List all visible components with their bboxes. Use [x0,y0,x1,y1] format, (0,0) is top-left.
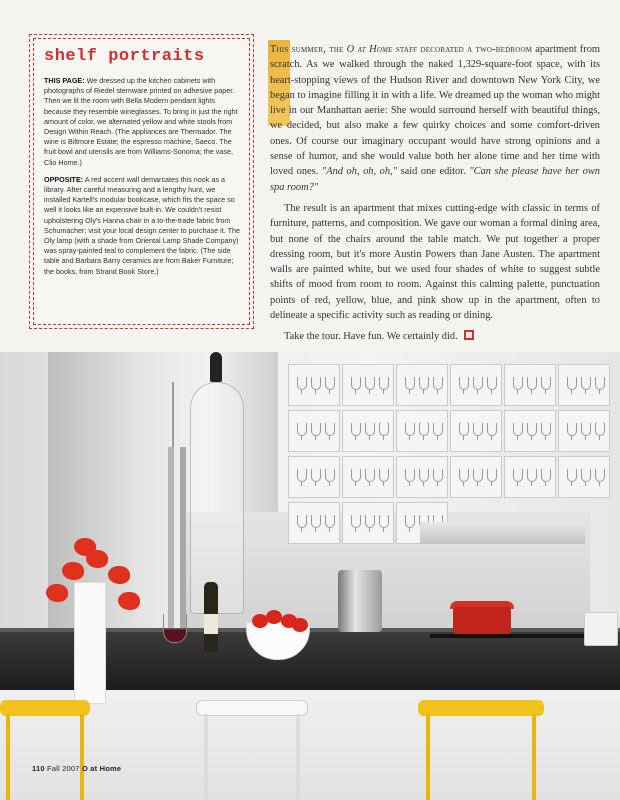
wineglass-print [459,469,469,482]
wineglass-print [297,515,307,528]
white-vase [74,582,106,704]
wineglass-print [487,469,497,482]
pendant-light [190,382,244,614]
wineglass-print [405,423,415,436]
cabinet-panel [558,364,610,406]
red-poppy [118,592,140,610]
article-paragraph-2: The result is an apartment that mixes cutting-edge with classic in terms of furniture, patterns, and composition. We gave our woman a formal dining area, but none of the chairs around the table match. We put together a proper dressing room, but it's more Austin Powers than Jane Austen. The apartment walls are painted white, but we used four shades of white to suggest subtle shifts of mood from room to room. Against this calming palette, punctuation points of red, yellow, blue, and pink show up in the apartment, often to delineate a specific activity such as reading or dining. [270,202,600,322]
wineglass-print [297,469,307,482]
cabinet-panel [288,364,340,406]
cabinet-panel [342,364,394,406]
stool-seat [418,700,544,716]
wineglass-print [325,423,335,436]
sidebar-label-this-page: THIS PAGE: [44,76,85,85]
wineglass-print [595,469,605,482]
wineglass-print [379,469,389,482]
wineglass-print [487,423,497,436]
utensil-crock [584,612,618,646]
range-hood [420,522,585,544]
lead-text-rest: staff decorated a two-bedroom [392,44,533,55]
wineglass-print [325,469,335,482]
yellow-stool [418,700,544,800]
wineglass-print [433,469,443,482]
cabinet-panel [504,410,556,452]
stool-leg [296,714,300,800]
wineglass-print [379,423,389,436]
cabinet-panel [342,456,394,498]
wineglass-print [459,377,469,390]
wineglass-print [297,423,307,436]
wine-label [204,614,218,634]
espresso-machine [338,570,382,632]
red-poppy [62,562,84,580]
wineglass-print [379,377,389,390]
wineglass-print [541,423,551,436]
yellow-stool [0,700,90,800]
red-poppy [108,566,130,584]
cabinet-panel [396,456,448,498]
lead-magazine-name: O at Home [346,44,393,55]
cabinet-panel [288,502,340,544]
wineglass-print [419,377,429,390]
wineglass-print [541,469,551,482]
magazine-name: O at Home [81,764,122,773]
article-paragraph-1 [270,42,600,195]
wineglass-print [297,377,307,390]
wineglass-print [513,469,523,482]
wineglass-print [405,469,415,482]
red-poppy [46,584,68,602]
wineglass-print [433,423,443,436]
cabinet-panel [396,410,448,452]
wineglass-print [473,423,483,436]
wineglass-print [513,377,523,390]
wineglass-print [379,515,389,528]
stool-leg [6,714,10,800]
wineglass-print [473,469,483,482]
stool-seat [0,700,90,716]
wineglass-print [351,515,361,528]
cooktop [430,634,585,638]
wineglass-print [311,469,321,482]
wine-glass [163,614,187,643]
paragraph-3-text: Take the tour. Have fun. We certainly did. [284,331,458,343]
stool-leg [426,714,430,800]
wineglass-print [419,423,429,436]
wineglass-print [351,423,361,436]
wineglass-print [311,515,321,528]
stool-leg [532,714,536,800]
cabinet-panel [450,364,502,406]
pendant-rod-1 [168,447,174,637]
cabinet-panel [558,410,610,452]
wineglass-print [365,469,375,482]
wineglass-print [325,377,335,390]
editor-quote-1: "And oh, oh, oh," [321,166,398,178]
wineglass-print [433,377,443,390]
wineglass-print [581,377,591,390]
white-stool [196,700,308,800]
issue-date: Fall 2007 [44,764,82,773]
wineglass-print [541,377,551,390]
kitchen-photo [0,352,620,800]
end-mark-icon [464,330,474,340]
article-lead-in [270,44,532,55]
cabinet-panel [342,502,394,544]
wineglass-print [567,469,577,482]
wineglass-print [487,377,497,390]
wineglass-print [405,515,415,528]
paragraph-1-mid: said one editor. [397,166,470,178]
wineglass-print [325,515,335,528]
wineglass-print [527,377,537,390]
wineglass-print [527,423,537,436]
pendant-cap [210,352,222,382]
lead-text: This summer, the [270,44,347,55]
sidebar-paragraph-opposite [44,175,241,277]
page-number: 110 [32,764,45,773]
paragraph-1-text: apartment from scratch. As we walked through the naked 1,329-square-foot space, with its heart-stopping views of the Hudson River and downtown New York City, we began to imagine filling it in with a life. We dreamed up the woman who might live in our Manhattan aerie: She would surround herself with beautiful things, we decided, but also make a few quirky choices and some comfort-driven ones. Of course our imaginary occupant would have strong opinions and a sense of humor, and she would value both her alone time and her time with loved ones. [270,44,601,178]
cabinet-panel [288,410,340,452]
sidebar-label-opposite: OPPOSITE: [44,174,84,184]
stool-leg [204,714,208,800]
cabinet-panel [504,364,556,406]
wineglass-print [351,469,361,482]
wineglass-print [527,469,537,482]
page-folio [32,764,121,773]
wineglass-print [311,423,321,436]
stool-leg [80,714,84,800]
cabinet-panel [450,456,502,498]
wineglass-print [365,423,375,436]
editor-quote-2: "Can she please have her own spa room?" [270,166,600,193]
article-paragraph-3 [270,329,600,344]
wineglass-print [365,515,375,528]
wineglass-print [567,423,577,436]
wineglass-print [595,423,605,436]
wineglass-print [419,469,429,482]
wineglass-print [595,377,605,390]
wineglass-print [459,423,469,436]
wineglass-print [513,423,523,436]
wineglass-print [581,469,591,482]
wineglass-print [581,423,591,436]
wineglass-print [351,377,361,390]
wineglass-print [473,377,483,390]
wineglass-print [311,377,321,390]
stool-seat [196,700,308,716]
cabinet-panel [504,456,556,498]
cabinet-panel [396,364,448,406]
sidebar-text-opposite: A red accent wall demarcates this nook as a library. After careful measuring and a lengthy hunt, we installed Kartell's modular bookcase, which fits the space so well it looks like an expensive built-in. We couldn't resist upholstering Oly's Hanna chair in a to-the-trade fabric from Schumacher; visit your local design center to purchase it. The Oly lamp (with a shade from Oriental Lamp Shade Company) was spray-painted teal to complement the fabric. (The side table and Barbara Barry ceramics are from Baker Furniture; the books, from Strand Book Store.) [44,174,241,276]
wineglass-print [567,377,577,390]
sidebar-title: shelf portraits [44,47,205,66]
red-poppy [74,538,96,556]
sidebar-text-this-page: We dressed up the kitchen cabinets with photographs of Riedel stemware printed on adhesive paper. Then we lit the room with Bella Modern pendant lights because they resemble wineglasses. To bring in just the right amount of color, we alternated yellow and white stools from Design Within Reach. (The appliances are Thermador. The wine is Biltmore Estate; the espresso machine, Saeco. The fruit bowl and utensils are from Williams-Sonoma; the vase, Clio Home.) [44,76,238,167]
wineglass-print [365,377,375,390]
article-body [270,42,600,351]
pendant-rod-2 [180,447,186,637]
red-fruit [292,618,308,632]
shelf-portraits-sidebar [33,38,250,325]
cabinet-panel [288,456,340,498]
sidebar-paragraph-this-page [44,76,241,168]
red-dutch-oven [453,607,511,637]
cabinet-panel [342,410,394,452]
cabinet-panel [450,410,502,452]
cabinet-panel [558,456,610,498]
wineglass-print [405,377,415,390]
red-fruit [266,610,282,624]
